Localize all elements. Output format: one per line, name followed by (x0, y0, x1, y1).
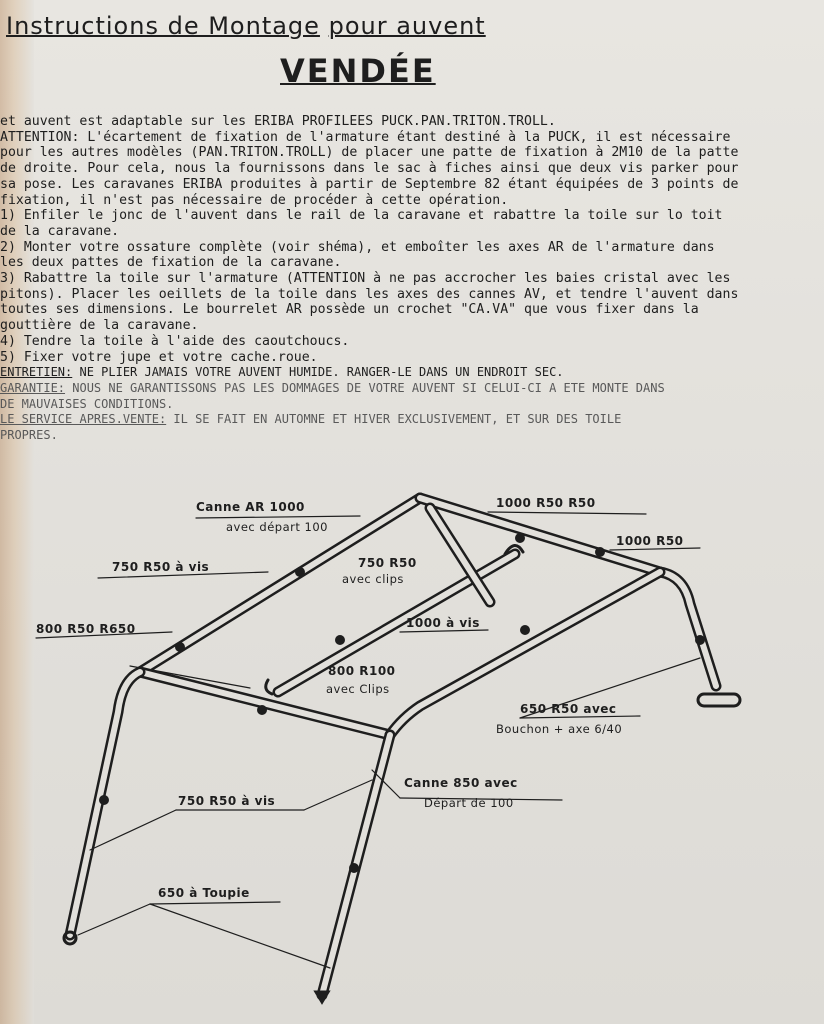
step-line: gouttière de la caravane. (0, 318, 199, 334)
label-low-750: 750 R50 à vis (178, 794, 276, 808)
label-top-right-1: 1000 R50 R50 (496, 496, 596, 510)
label-mid-750: 750 R50 (358, 556, 417, 570)
text-line: sa pose. Les caravanes ERIBA produites à partir de Septembre 82 étant équipées de 3 points de (0, 176, 739, 192)
label-left-800: 800 R50 R650 (36, 622, 136, 636)
label-left-750: 750 R50 à vis (112, 560, 210, 574)
label-canne-850-sub: Départ de 100 (424, 796, 514, 810)
label-top-right-2: 1000 R50 (616, 534, 684, 548)
title-suffix: pour auvent (328, 12, 486, 40)
label-canne-850: Canne 850 avec (404, 776, 518, 790)
title-main: Instructions de Montage (6, 12, 320, 40)
service-label: LE SERVICE APRES.VENTE: (0, 412, 167, 427)
instruction-text (0, 114, 820, 444)
step-line: toutes ses dimensions. Le bourrelet AR possède un crochet "CA.VA" que vous fixer dans la (0, 302, 699, 318)
text-line: de droite. Pour cela, nous la fournissons dans le sac à fiches ainsi que deux vis parker pour (0, 161, 739, 177)
text-line: fixation, il n'est pas nécessaire de procéder à cette opération. (0, 192, 509, 208)
step-line: 2) Monter votre ossature complète (voir shéma), et emboîter les axes AR de l'armature dans (0, 239, 715, 255)
garantie-line (0, 381, 820, 397)
entretien-text: NE PLIER JAMAIS VOTRE AUVENT HUMIDE. RANGER-LE DANS UN ENDROIT SEC. (72, 365, 564, 380)
label-low-650: 650 à Toupie (158, 886, 250, 900)
text-line: et auvent est adaptable sur les ERIBA PROFILEES PUCK.PAN.TRITON.TROLL. (0, 114, 556, 129)
entretien-line (0, 365, 820, 381)
label-canne-ar: Canne AR 1000 (196, 500, 305, 514)
label-canne-ar-sub: avec départ 100 (226, 520, 328, 534)
step-line: 1) Enfiler le jonc de l'auvent dans le rail de la caravane et rabattre la toile sur lo toit (0, 208, 723, 224)
garantie-line-2: DE MAUVAISES CONDITIONS. (0, 396, 174, 411)
step-line: pitons). Placer les oeillets de la toile dans les axes des cannes AV, et tendre l'auvent dans (0, 286, 739, 302)
step-line: 5) Fixer votre jupe et votre cache.roue. (0, 349, 318, 365)
step-line: 3) Rabattre la toile sur l'armature (ATTENTION à ne pas accrocher les baies cristal avec les (0, 271, 731, 287)
text-line: pour les autres modèles (PAN.TRITON.TROLL) de placer une patte de fixation à 2M10 de la patte (0, 145, 739, 161)
step-line: de la caravane. (0, 223, 120, 239)
service-line-2: PROPRES. (0, 428, 58, 443)
step-line: 4) Tendre la toile à l'aide des caoutchoucs. (0, 333, 350, 349)
service-line (0, 412, 820, 428)
service-text: IL SE FAIT EN AUTOMNE ET HIVER EXCLUSIVEMENT, ET SUR DES TOILE (166, 412, 622, 427)
garantie-text: NOUS NE GARANTISSONS PAS LES DOMMAGES DE VOTRE AUVENT SI CELUI-CI A ETE MONTE DANS (65, 380, 665, 395)
label-mid-800-sub: avec Clips (326, 682, 390, 696)
label-mid-750-sub: avec clips (342, 572, 404, 586)
awning-frame-diagram (0, 480, 824, 1024)
label-mid-800: 800 R100 (328, 664, 396, 678)
title-line (6, 12, 666, 40)
label-mid-1000: 1000 à vis (406, 616, 480, 630)
text-line: ATTENTION: L'écartement de fixation de l'armature étant destiné à la PUCK, il est nécessaire (0, 129, 731, 145)
entretien-label: ENTRETIEN: (0, 365, 73, 380)
label-right-650: 650 R50 avec (520, 702, 617, 716)
title-model: VENDÉE (280, 52, 436, 90)
step-line: les deux pattes de fixation de la caravane. (0, 255, 342, 271)
garantie-label: GARANTIE: (0, 380, 66, 395)
label-right-650-sub: Bouchon + axe 6/40 (496, 722, 623, 736)
